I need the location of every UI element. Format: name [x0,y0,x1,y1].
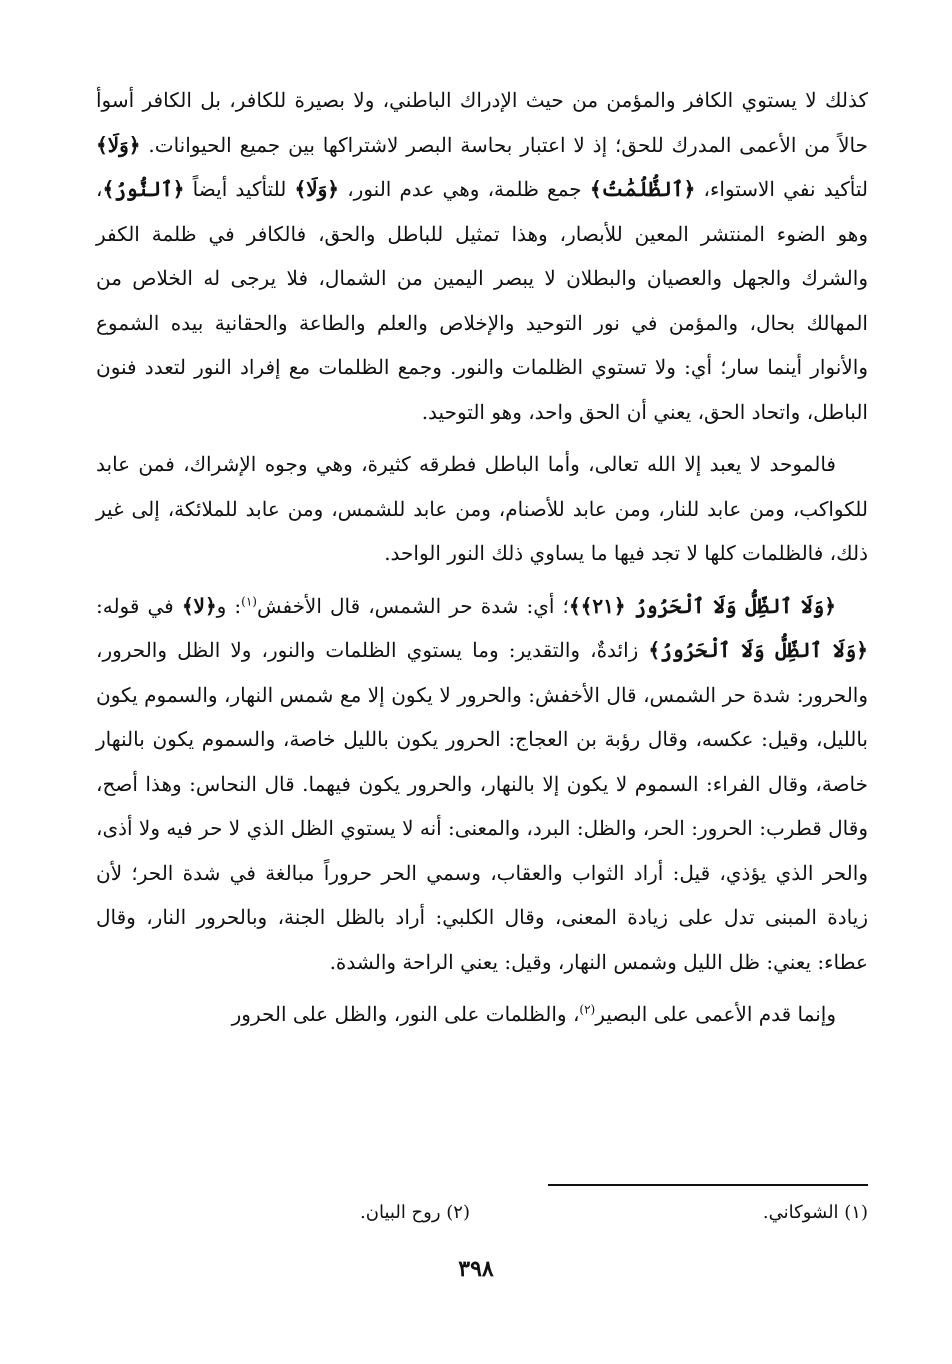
text-run: ، وهو الضوء المنتشر المعين للأبصار، وهذا تمثيل للباطل والحق، فالكافر في ظلمة الكفر والشرك والجهل والعصيان والبطلان لا يبصر اليمين من الشمال، فلا يرجى له الخلاص من المهالك بحال، والمؤمن في نور التوحيد والإخلاص والعلم والطاعة والحقانية بيده الشموع والأنوار أينما سار؛ أي: ولا تستوي الظلمات والنور. وجمع الظلمات مع إفراد النور لتعدد فنون الباطل، واتحاد الحق، يعني أن الحق واحد، وهو التوحيد. [96,177,868,424]
text-run: زائدةٌ، والتقدير: وما يستوي الظلمات والنور، ولا الظل والحرور، والحرور: شدة حر الشمس، قال الأخفش: والحرور لا يكون إلا مع شمس النهار، والسموم يكون بالليل، وقيل: عكسه، وقال رؤبة بن العجاج: الحرور يكون بالليل خاصة، والسموم يكون بالنهار خاصة، وقال الفراء: السموم لا يكون إلا بالنهار، والحرور يكون فيهما. قال النحاس: وهذا أصح، وقال قطرب: الحرور: الحر، والظل: البرد، والمعنى: أنه لا يستوي الظل الذي لا حر فيه ولا أذى، والحر الذي يؤذي، قيل: أراد الثواب والعقاب، وسمي الحر حروراً مبالغة في شدة الحر؛ لأن زيادة المبنى تدل على زيادة المعنى، وقال الكلبي: أراد بالظل الجنة، وبالحرور النار، وقال عطاء: يعني: ظل الليل وشمس النهار، وقيل: يعني الراحة والشدة. [96,638,868,974]
footnote-2: (٢) روح البيان. [360,1202,470,1223]
footnote-ref-2: (٢) [579,1002,596,1017]
text-run: ؛ أي: شدة حر الشمس، قال الأخفش [256,593,569,618]
text-run: وإنما قدم الأعمى على البصير [595,1002,836,1026]
text-run: فالموحد لا يعبد إلا الله تعالى، وأما الباطل فطرقه كثيرة، وهي وجوه الإشراك، فمن عابد للكواكب، ومن عابد للنار، ومن عابد للأصنام، ومن عابد للشمس، ومن عابد للملائكة، إلى غير ذلك، فالظلمات كلها لا تجد فيها ما يساوي ذلك النور الواحد. [96,452,868,565]
quran-quote: ﴿وَلَا﴾ [294,177,340,201]
quran-quote: ﴿وَلَا ٱلظِّلُّ وَلَا ٱلْحَرُورُ﴾ [648,638,868,662]
quran-quote: ﴿ٱلظُّلُمَٰتُ﴾ [589,177,696,201]
paragraph-1 [96,78,868,434]
text-run: ، والظلمات على النور، والظل على الحرور [231,1002,580,1026]
main-text [96,78,868,1037]
footnote-ref-1: (١) [241,593,257,608]
footnote-1: (١) الشوكاني. [762,1202,868,1223]
quran-quote: ﴿لا﴾ [181,593,217,618]
paragraph-3 [96,584,868,985]
quran-quote: ﴿ٱلنُّورُ﴾ [102,177,185,201]
quran-quote: ﴿وَلَا ٱلظِّلُّ وَلَا ٱلْحَرُورُ ﴿٢١﴾﴾ [568,593,836,618]
footnote-divider [548,1184,868,1186]
page-number: ٣٩٨ [458,1256,494,1282]
paragraph-2 [96,442,868,576]
text-run: جمع ظلمة، وهي عدم النور، [339,177,590,201]
text-run: في قوله: [96,593,182,618]
paragraph-4 [96,992,868,1037]
quran-quote: ﴿وَلَا﴾ [96,132,141,157]
text-run: كذلك لا يستوي الكافر والمؤمن من حيث الإدراك الباطني، ولا بصيرة للكافر، بل الكافر أسوأ حالاً من الأعمى المدرك للحق؛ إذ لا اعتبار بحاسة البصر لاشتراكها بين جميع الحيوانات. [96,88,868,157]
text-run: : و [216,593,242,618]
text-run: لتأكيد نفي الاستواء، [695,177,868,201]
text-run: للتأكيد أيضاً [184,177,295,201]
